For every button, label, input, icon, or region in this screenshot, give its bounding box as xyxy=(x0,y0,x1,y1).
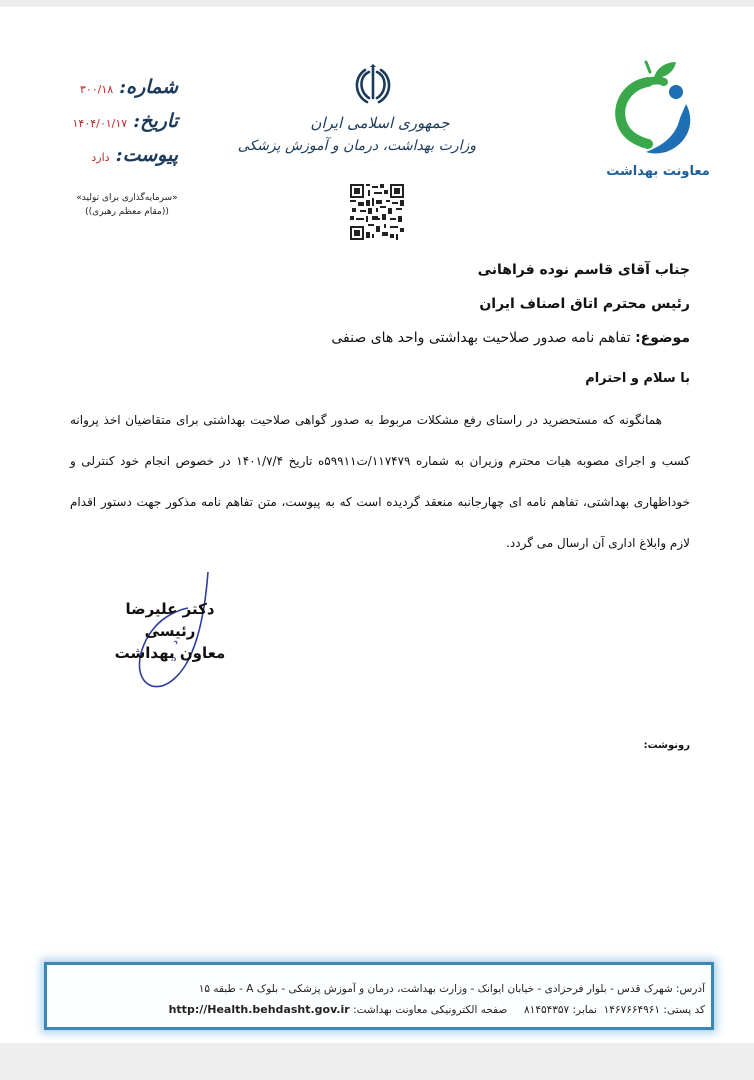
cc-label: رونوشت: xyxy=(643,740,690,751)
recipient-name: جناب آقای قاسم نوده فراهانی xyxy=(477,262,690,278)
attachment-label: پیوست: xyxy=(115,144,178,166)
attachment-row xyxy=(38,144,178,178)
recipient-title: رئیس محترم اتاق اصناف ایران xyxy=(479,296,690,312)
subject-line xyxy=(331,330,690,346)
qr-code-icon xyxy=(350,184,404,240)
attachment-value: دارد xyxy=(91,151,110,164)
subject-label: موضوع: xyxy=(635,330,690,346)
footer-postal: کد پستی: ۱۴۶۷۶۶۴۹۶۱ xyxy=(603,1004,705,1016)
ministry-title: وزارت بهداشت، درمان و آموزش پزشکی xyxy=(237,138,476,154)
top-bar xyxy=(0,0,754,7)
body-paragraph: همانگونه که مستحضرید در راستای رفع مشکلات مربوط به صدور گواهی صلاحیت بهداشتی برای متقاضیان اخذ پروانه کسب و اجرای مصوبه هیات محترم وزیران به شماره ۱۱۷۴۷۹/ت۵۹۹۱۱ه تاریخ ۱۴۰۱/۷/۴ در خصوص انجام خود کنترلی و خوداظهاری بهداشتی، تفاهم نامه ای چهارجانبه منعقد گردیده است که به پیوست، متن تفاهم نامه مذکور جهت دستور اقدام لازم وابلاغ اداری آن ارسال می گردد. xyxy=(70,413,691,550)
logo-caption: معاونت بهداشت xyxy=(606,164,710,179)
footer-box xyxy=(44,962,714,1030)
health-deputy-logo-icon xyxy=(610,60,706,158)
signatory xyxy=(100,598,240,664)
slogan xyxy=(62,191,192,219)
bottom-bar xyxy=(0,1043,754,1080)
number-label: شماره: xyxy=(119,76,178,98)
date-value: ۱۴۰۴/۰۱/۱۷ xyxy=(72,117,128,130)
slogan-line1: «سرمایه‌گذاری برای تولید» xyxy=(76,193,178,203)
greeting: با سلام و احترام xyxy=(585,371,690,386)
number-row xyxy=(38,76,178,110)
footer-web-label: صفحه الکترونیکی معاونت بهداشت: xyxy=(353,1004,508,1016)
iran-emblem-icon xyxy=(355,64,391,106)
footer-contact xyxy=(169,1003,705,1016)
letter-body xyxy=(70,400,690,564)
signatory-role: معاون بهداشت xyxy=(114,644,226,662)
signatory-name: دکتر علیرضا رئیسی xyxy=(125,600,215,640)
footer-url-link[interactable]: http://Health.behdasht.gov.ir xyxy=(168,1003,350,1016)
letter-meta xyxy=(38,76,178,178)
gov-title: جمهوری اسلامی ایران xyxy=(310,114,450,132)
date-row xyxy=(38,110,178,144)
date-label: تاریخ: xyxy=(133,110,178,132)
number-value: ۳۰۰/۱۸ xyxy=(79,83,114,96)
slogan-line2: ((مقام معظم رهبری)) xyxy=(85,207,169,217)
subject-text: تفاهم نامه صدور صلاحیت بهداشتی واحد های صنفی xyxy=(331,330,636,346)
footer-address: آدرس: شهرک قدس - بلوار فرحزادی - خیابان ایوانک - وزارت بهداشت، درمان و آموزش پزشکی - بلوک A - طبقه ۱۵ xyxy=(198,983,705,995)
footer-fax: نمابر: ۸۱۴۵۴۳۵۷ xyxy=(524,1004,597,1016)
